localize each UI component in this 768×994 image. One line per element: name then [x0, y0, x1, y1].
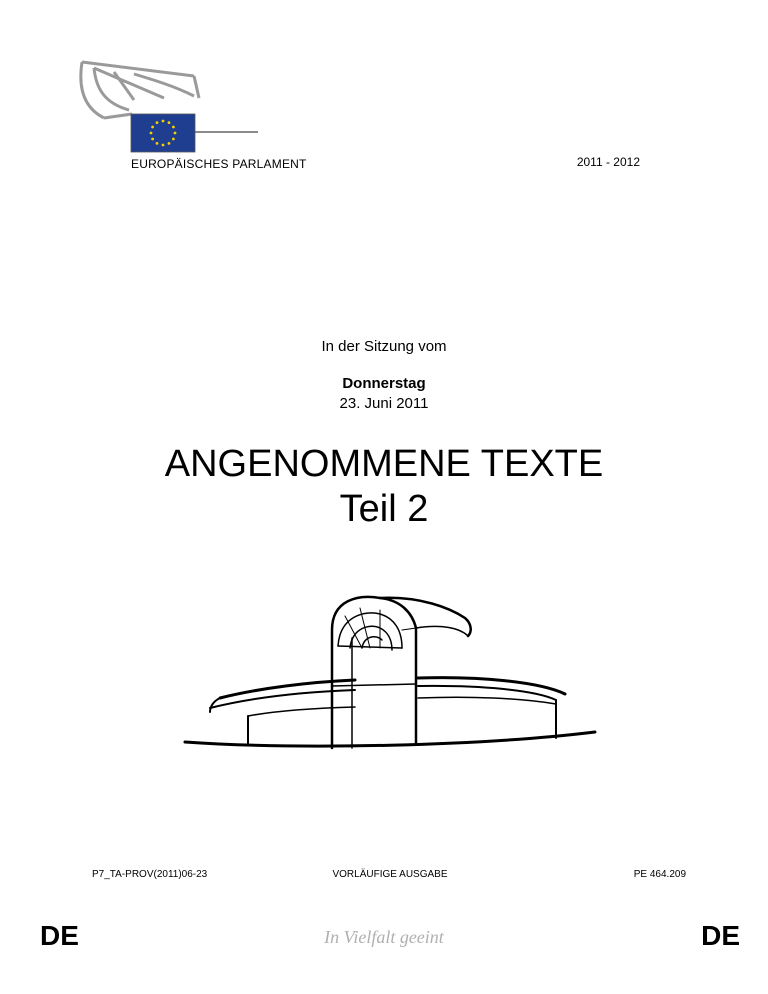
document-reference: P7_TA-PROV(2011)06-23: [92, 869, 208, 880]
language-code-left: DE: [40, 920, 79, 951]
session-date: 23. Juni 2011: [339, 395, 429, 412]
document-subtitle: Teil 2: [339, 488, 429, 530]
eu-star-icon: [162, 144, 165, 147]
eu-star-icon: [150, 132, 153, 135]
eu-star-icon: [172, 126, 175, 129]
eu-motto: In Vielfalt geeint: [324, 927, 444, 947]
eu-star-icon: [162, 120, 165, 123]
document-title: ANGENOMMENE TEXTE: [164, 443, 604, 485]
language-code-right: DE: [701, 920, 740, 951]
eu-star-icon: [151, 126, 154, 129]
eu-star-icon: [168, 121, 171, 124]
eu-star-icon: [156, 121, 159, 124]
session-intro: In der Sitzung vom: [321, 338, 447, 355]
european-parliament-logo: [74, 58, 264, 158]
edition-status: VORLÄUFIGE AUSGABE: [332, 869, 448, 880]
eu-star-icon: [156, 142, 159, 145]
parliamentary-term: 2011 - 2012: [576, 155, 640, 169]
eu-star-icon: [151, 138, 154, 141]
institution-name: EUROPÄISCHES PARLAMENT: [131, 157, 307, 171]
session-day: Donnerstag: [342, 375, 426, 392]
eu-star-icon: [168, 142, 171, 145]
eu-star-icon: [174, 132, 177, 135]
pe-number: PE 464.209: [633, 869, 686, 880]
parliament-building-icon: [180, 590, 600, 760]
eu-star-icon: [172, 138, 175, 141]
hemicycle-icon: [81, 62, 199, 118]
